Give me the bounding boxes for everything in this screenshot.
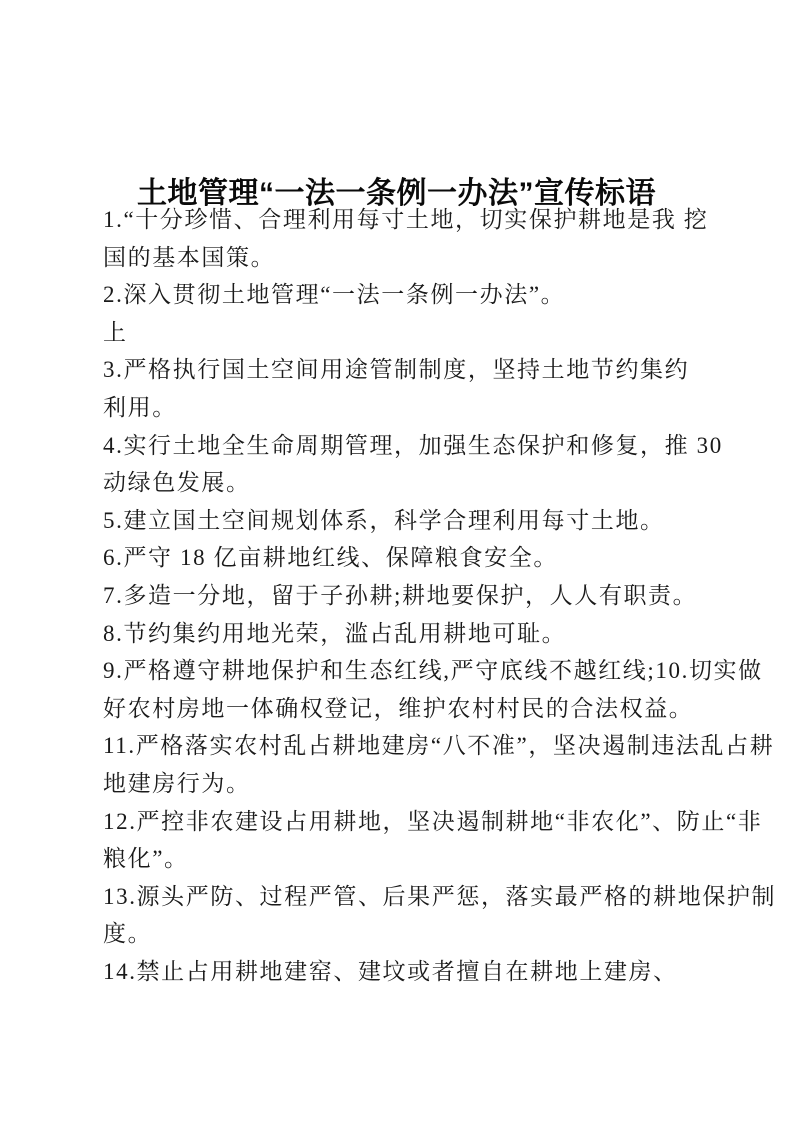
- text-line: 12.严控非农建设占用耕地，坚决遏制耕地“非农化”、防止“非: [103, 808, 763, 834]
- text-line: 4.实行土地全生命周期管理，加强生态保护和修复，推 30: [103, 432, 723, 458]
- text-line: 度。: [103, 921, 153, 947]
- text-line: 动绿色发展。: [103, 470, 251, 496]
- text-line: 上: [103, 319, 128, 345]
- text-line: 2.深入贯彻土地管理“一法一条例一办法”。: [103, 282, 566, 308]
- text-line: 14.禁止占用耕地建窑、建坟或者擅自在耕地上建房、: [103, 958, 678, 984]
- text-line: 利用。: [103, 394, 177, 420]
- text-line: 5.建立国土空间规划体系，科学合理利用每寸土地。: [103, 507, 665, 533]
- text-line: 9.严格遵守耕地保护和生态红线,严守底线不越红线;10.切实做: [103, 658, 763, 684]
- text-line: 13.源头严防、过程严管、后果严惩，落实最严格的耕地保护制: [103, 883, 777, 909]
- text-line: 好农村房地一体确权登记，维护农村村民的合法权益。: [103, 695, 694, 721]
- text-line: 6.严守 18 亿亩耕地红线、保障粮食安全。: [103, 545, 558, 571]
- text-line: 粮化”。: [103, 846, 189, 872]
- document-title: 土地管理“一法一条例一办法”宣传标语: [137, 177, 656, 211]
- text-line: 1.“十分珍惜、合理利用每寸土地，切实保护耕地是我 挖: [103, 207, 709, 232]
- text-line: 3.严格执行国土空间用途管制制度，坚持土地节约集约: [103, 357, 690, 383]
- text-line: 国的基本国策。: [103, 244, 276, 270]
- document-body: [103, 201, 777, 990]
- text-line: 7.多造一分地，留于子孙耕;耕地要保护，人人有职责。: [103, 582, 698, 608]
- text-line: 11.严格落实农村乱占耕地建房“八不准”，坚决遏制违法乱占耕: [103, 733, 775, 759]
- text-line: 地建房行为。: [103, 770, 251, 796]
- text-line: 8.节约集约用地光荣，滥占乱用耕地可耻。: [103, 620, 567, 646]
